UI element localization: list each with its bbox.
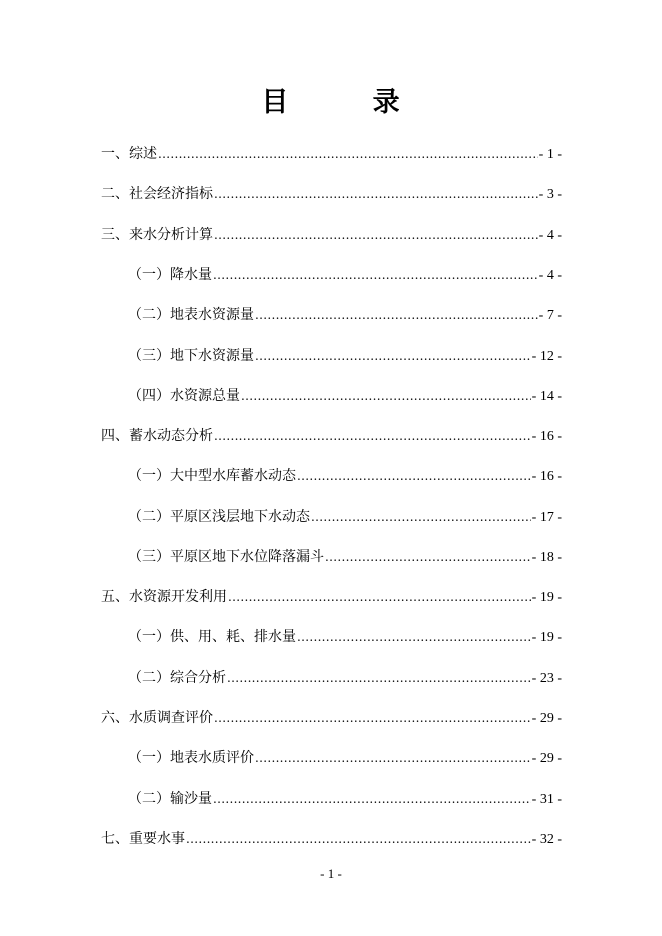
page-number-footer: - 1 - bbox=[320, 866, 342, 881]
toc-entry-page: - 32 - bbox=[531, 832, 562, 847]
toc-leader-dots bbox=[228, 587, 531, 607]
toc-entry-page: - 3 - bbox=[538, 187, 562, 202]
toc-entry-label: 三、来水分析计算 bbox=[101, 227, 213, 243]
toc-entry[interactable] bbox=[128, 547, 562, 567]
toc-entry-page: - 23 - bbox=[531, 671, 562, 686]
toc-leader-dots bbox=[297, 627, 531, 647]
toc-leader-dots bbox=[255, 346, 531, 366]
toc-entry[interactable] bbox=[128, 668, 562, 688]
toc-entry[interactable] bbox=[128, 346, 562, 366]
toc-entry-label: （二）平原区浅层地下水动态 bbox=[128, 509, 310, 525]
toc-entry[interactable] bbox=[128, 748, 562, 768]
toc-leader-dots bbox=[241, 386, 531, 406]
toc-leader-dots bbox=[213, 265, 538, 285]
toc-entry[interactable] bbox=[128, 507, 562, 527]
toc-leader-dots bbox=[255, 748, 531, 768]
toc-entry[interactable] bbox=[128, 466, 562, 486]
toc-leader-dots bbox=[158, 144, 538, 164]
toc-entry-page: - 4 - bbox=[538, 268, 562, 283]
toc-entry-label: 四、蓄水动态分析 bbox=[101, 428, 213, 444]
toc-title: 目 录 bbox=[261, 87, 401, 118]
toc-entry-label: 五、水资源开发利用 bbox=[101, 589, 227, 605]
toc-entry-label: 一、综述 bbox=[101, 146, 157, 162]
toc-entry-page: - 29 - bbox=[531, 711, 562, 726]
toc-entry[interactable] bbox=[101, 184, 562, 204]
toc-entry[interactable] bbox=[128, 265, 562, 285]
toc-entry-page: - 19 - bbox=[531, 590, 562, 605]
toc-entry-page: - 18 - bbox=[531, 550, 562, 565]
toc-entry-page: - 4 - bbox=[538, 228, 562, 243]
toc-entry-label: （一）大中型水库蓄水动态 bbox=[128, 468, 296, 484]
toc-leader-dots bbox=[325, 547, 531, 567]
toc-entry-page: - 12 - bbox=[531, 349, 562, 364]
toc-entry-page: - 16 - bbox=[531, 469, 562, 484]
toc-entry[interactable] bbox=[128, 386, 562, 406]
toc-entry-label: 六、水质调查评价 bbox=[101, 710, 213, 726]
toc-entry-label: （一）地表水质评价 bbox=[128, 750, 254, 766]
toc-entry[interactable] bbox=[128, 305, 562, 325]
toc-entry-page: - 14 - bbox=[531, 389, 562, 404]
toc-entry-label: （三）平原区地下水位降落漏斗 bbox=[128, 549, 324, 565]
toc-entry-label: （一）降水量 bbox=[128, 267, 212, 283]
toc-leader-dots bbox=[214, 426, 531, 446]
toc-entry[interactable] bbox=[101, 426, 562, 446]
toc-entry-label: （四）水资源总量 bbox=[128, 388, 240, 404]
toc-entry-label: （二）输沙量 bbox=[128, 791, 212, 807]
toc-entry-page: - 29 - bbox=[531, 751, 562, 766]
toc-leader-dots bbox=[311, 507, 531, 527]
toc-leader-dots bbox=[227, 668, 531, 688]
toc-entry-label: 二、社会经济指标 bbox=[101, 186, 213, 202]
toc-entry-page: - 17 - bbox=[531, 510, 562, 525]
toc-entry-page: - 19 - bbox=[531, 630, 562, 645]
toc-entry-page: - 1 - bbox=[538, 147, 562, 162]
toc-entry[interactable] bbox=[101, 708, 562, 728]
toc-entry-label: 七、重要水事 bbox=[101, 831, 185, 847]
toc-entry-page: - 16 - bbox=[531, 429, 562, 444]
toc-leader-dots bbox=[186, 829, 531, 849]
toc-leader-dots bbox=[297, 466, 531, 486]
toc-entry[interactable] bbox=[101, 144, 562, 164]
toc-entry[interactable] bbox=[101, 225, 562, 245]
toc-entry[interactable] bbox=[101, 587, 562, 607]
toc-entry[interactable] bbox=[128, 627, 562, 647]
toc-leader-dots bbox=[213, 789, 531, 809]
toc-leader-dots bbox=[214, 184, 538, 204]
toc-entry-label: （二）综合分析 bbox=[128, 670, 226, 686]
toc-leader-dots bbox=[214, 708, 531, 728]
toc-entry-label: （二）地表水资源量 bbox=[128, 307, 254, 323]
toc-entry-label: （一）供、用、耗、排水量 bbox=[128, 629, 296, 645]
toc-leader-dots bbox=[255, 305, 538, 325]
toc-leader-dots bbox=[214, 225, 538, 245]
toc-entry-page: - 31 - bbox=[531, 792, 562, 807]
toc-entry[interactable] bbox=[101, 829, 562, 849]
toc-entry-page: - 7 - bbox=[538, 308, 562, 323]
toc-entry-label: （三）地下水资源量 bbox=[128, 348, 254, 364]
toc-entry[interactable] bbox=[128, 789, 562, 809]
